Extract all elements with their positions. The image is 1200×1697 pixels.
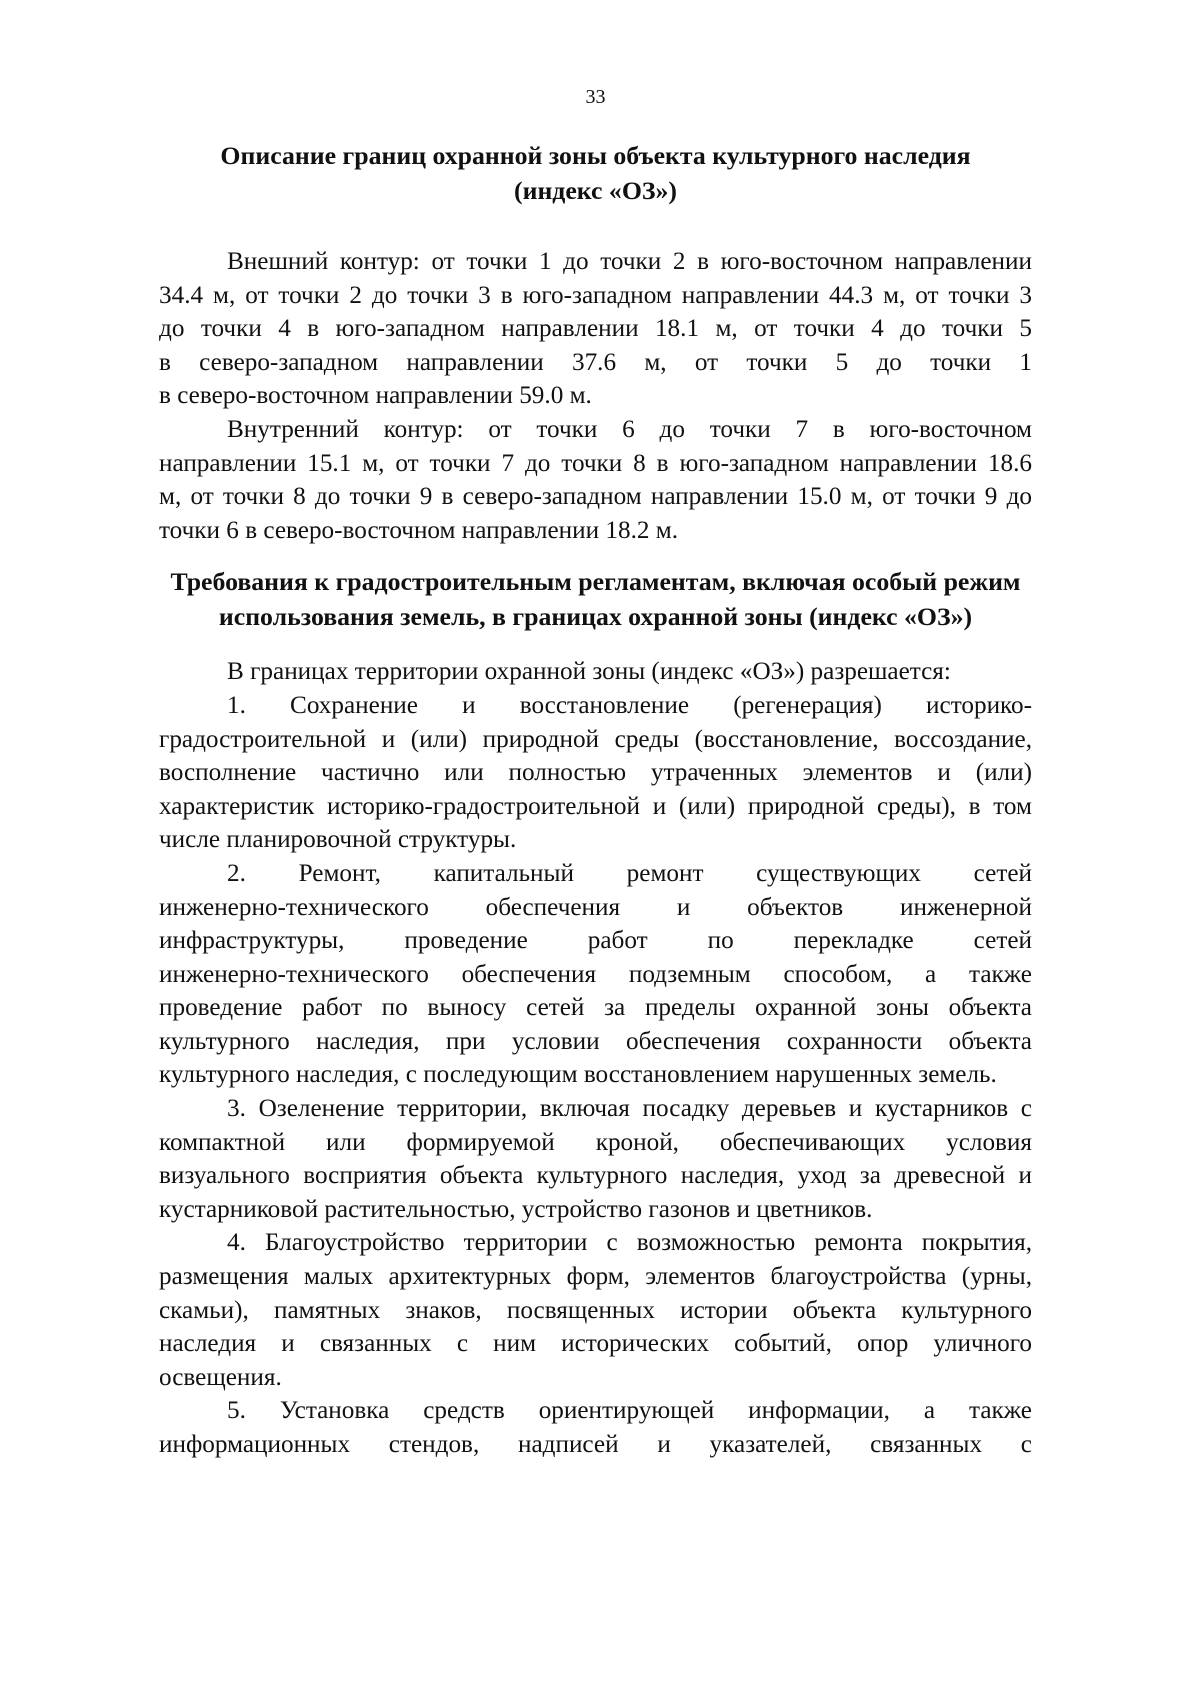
paragraph-line: Внешний контур: от точки 1 до точки 2 в юго-восточном направлении: [227, 248, 1032, 275]
paragraph-line: Внутренний контур: от точки 6 до точки 7 в юго-восточном: [227, 415, 1032, 443]
paragraph-line: 34.4 м, от точки 2 до точки 3 в юго-западном направлении 44.3 м, от точки 3: [159, 281, 1032, 309]
list-item-line: восполнение частично или полностью утраченных элементов и (или): [159, 759, 1032, 787]
heading-line: (индекс «ОЗ»): [513, 176, 677, 205]
heading-line: Требования к градостроительным регламентам, включая особый режим: [170, 567, 1021, 597]
list-item-line: наследия и связанных с ним исторических событий, опор уличного: [159, 1330, 1032, 1358]
list-item-line: скамьи), памятных знаков, посвященных истории объекта культурного: [159, 1296, 1032, 1324]
paragraph-line: в северо-восточном направлении 59.0 м.: [159, 382, 592, 410]
page-number: 33: [585, 86, 606, 108]
paragraph-inner-contour: [159, 413, 1032, 547]
list-item: [159, 1226, 1032, 1394]
list-item-line: 5. Установка средств ориентирующей информации, а также: [227, 1397, 1032, 1425]
list-item-line: характеристик историко-градостроительной и (или) природной среды), в том: [159, 792, 1032, 820]
section-heading-requirements: [159, 564, 1032, 634]
list-item-line: градостроительной и (или) природной среды (восстановление, воссоздание,: [159, 725, 1032, 753]
list-item: [159, 689, 1032, 857]
paragraph-line: в северо-западном направлении 37.6 м, от точки 5 до точки 1: [159, 348, 1032, 376]
list-item-line: проведение работ по выносу сетей за пределы охранной зоны объекта: [159, 994, 1032, 1022]
list-item-line: 1. Сохранение и восстановление (регенерация) историко-: [227, 691, 1032, 719]
list-item: [159, 1092, 1032, 1226]
paragraph-line: до точки 4 в юго-западном направлении 18.1 м, от точки 4 до точки 5: [159, 315, 1032, 343]
list-item-line: инфраструктуры, проведение работ по перекладке сетей: [159, 927, 1032, 955]
list-item-line: 3. Озеленение территории, включая посадку деревьев и кустарников с: [227, 1095, 1032, 1123]
paragraph-line: м, от точки 8 до точки 9 в северо-западном направлении 15.0 м, от точки 9 до: [159, 483, 1032, 511]
list-item-line: компактной или формируемой кроной, обеспечивающих условия: [159, 1128, 1032, 1156]
section-heading-boundaries: [159, 138, 1032, 208]
list-item-line: 4. Благоустройство территории с возможностью ремонта покрытия,: [227, 1229, 1032, 1257]
paragraph-line: направлении 15.1 м, от точки 7 до точки 8 в юго-западном направлении 18.6: [159, 449, 1032, 477]
paragraph-line: В границах территории охранной зоны (индекс «ОЗ») разрешается:: [227, 658, 951, 686]
list-item-line: культурного наследия, с последующим восстановлением нарушенных земель.: [159, 1061, 997, 1089]
list-item-line: культурного наследия, при условии обеспечения сохранности объекта: [159, 1027, 1032, 1055]
list-item-line: кустарниковой растительностью, устройство газонов и цветников.: [159, 1195, 873, 1223]
page-content: [159, 84, 1032, 1462]
list-item-line: числе планировочной структуры.: [159, 826, 517, 854]
list-item-line: инженерно-технического обеспечения подземным способом, а также: [159, 960, 1032, 988]
list-item: [159, 1394, 1032, 1461]
heading-line: использования земель, в границах охранной зоны (индекс «ОЗ»): [218, 602, 973, 632]
list-item-line: инженерно-технического обеспечения и объектов инженерной: [159, 893, 1032, 921]
list-item-line: информационных стендов, надписей и указателей, связанных с: [159, 1431, 1032, 1458]
list-item-line: освещения.: [159, 1363, 282, 1391]
paragraph-intro: [159, 655, 1032, 689]
list-item-line: визуального восприятия объекта культурного наследия, уход за древесной и: [159, 1162, 1032, 1190]
list-item-line: размещения малых архитектурных форм, элементов благоустройства (урны,: [159, 1263, 1032, 1291]
paragraph-line: точки 6 в северо-восточном направлении 18.2 м.: [159, 516, 679, 544]
heading-line: Описание границ охранной зоны объекта культурного наследия: [220, 141, 971, 170]
paragraph-outer-contour: [159, 245, 1032, 413]
list-item: [159, 857, 1032, 1092]
list-item-line: 2. Ремонт, капитальный ремонт существующих сетей: [227, 859, 1032, 887]
